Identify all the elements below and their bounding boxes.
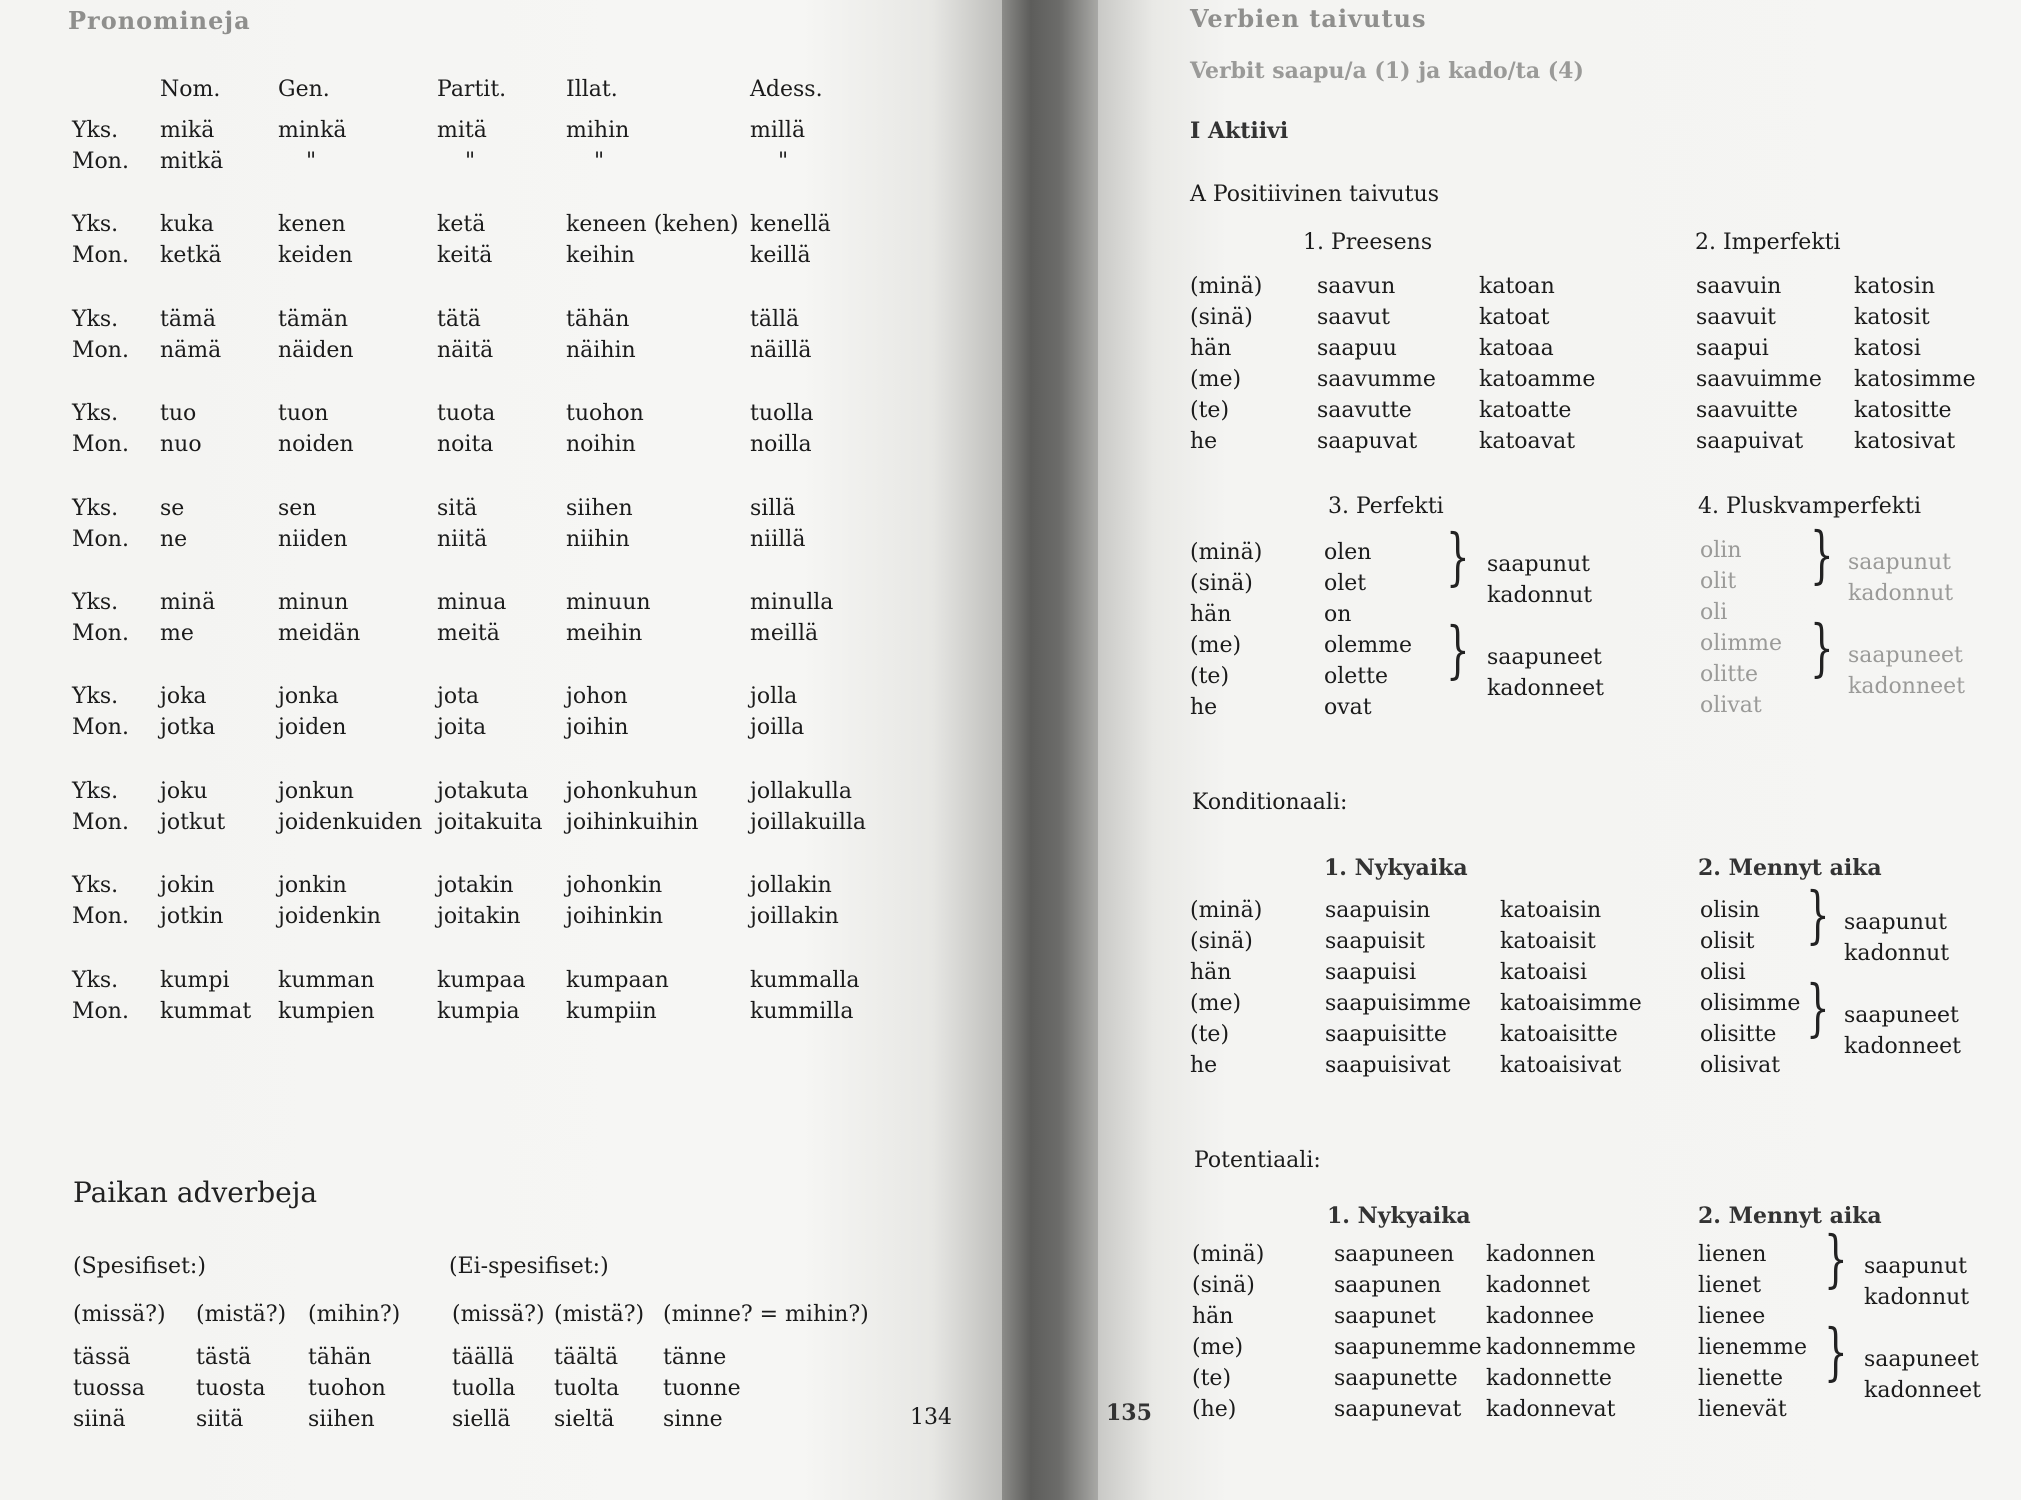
person-label: hän: [1192, 1304, 1234, 1329]
person-label: he: [1190, 1053, 1218, 1078]
table-cell: keihin: [566, 243, 635, 269]
table-cell: kummalla: [750, 967, 860, 993]
verb-form: saavuin: [1696, 274, 1782, 299]
table-cell: jota: [437, 684, 480, 710]
table-cell: joiden: [278, 715, 347, 741]
participle: saapuneet: [1864, 1347, 1979, 1372]
column-header: (mistä?): [196, 1302, 287, 1327]
participle: kadonnut: [1487, 583, 1593, 608]
auxiliary-verb: olisivat: [1700, 1053, 1781, 1078]
verb-form: katoat: [1479, 305, 1550, 330]
tense-title: 2. Mennyt aika: [1698, 1203, 1882, 1229]
subsection-label: (Spesifiset:): [73, 1254, 206, 1279]
row-label-yks: Yks.: [72, 590, 119, 615]
person-label: (minä): [1192, 1242, 1265, 1267]
person-label: (he): [1192, 1397, 1237, 1422]
table-cell: tuonne: [663, 1376, 741, 1401]
participle: saapunut: [1487, 552, 1590, 577]
page-number: 135: [1106, 1400, 1152, 1426]
row-label-mon: Mon.: [72, 337, 129, 363]
auxiliary-verb: olisitte: [1700, 1022, 1777, 1047]
table-cell: kumpaan: [566, 967, 669, 993]
table-cell: joihinkin: [566, 904, 664, 930]
right-page: [1098, 0, 2021, 1500]
verb-form: katoamme: [1479, 367, 1596, 392]
verb-form: katosi: [1854, 336, 1921, 361]
brace: }: [1806, 971, 1830, 1044]
table-cell: jollakulla: [750, 778, 852, 804]
verb-form: saapuisitte: [1325, 1022, 1447, 1047]
verb-form: kadonnen: [1486, 1242, 1596, 1267]
verb-form: saapunevat: [1334, 1397, 1462, 1422]
auxiliary-verb: oli: [1700, 600, 1728, 625]
table-cell: meitä: [437, 621, 500, 646]
row-label-mon: Mon.: [72, 432, 129, 458]
person-label: (sinä): [1190, 929, 1253, 954]
tense-title: 1. Nykyaika: [1327, 1203, 1471, 1229]
verb-form: saavuit: [1696, 305, 1776, 330]
verb-form: saapuisi: [1325, 960, 1417, 985]
page-subtitle: Verbit saapu/a (1) ja kado/ta (4): [1190, 58, 1584, 84]
person-label: he: [1190, 695, 1218, 720]
verb-form: katosit: [1854, 305, 1930, 330]
row-label-yks: Yks.: [72, 495, 119, 521]
tense-title: 1. Preesens: [1303, 230, 1433, 255]
table-cell: nämä: [160, 337, 222, 363]
table-cell: meillä: [750, 621, 819, 646]
brace: }: [1446, 520, 1470, 593]
auxiliary-verb: olivat: [1700, 693, 1762, 718]
participle: kadonneet: [1487, 676, 1604, 701]
table-cell: tällä: [750, 306, 800, 332]
section-title: Paikan adverbeja: [73, 1176, 318, 1209]
row-label-mon: Mon.: [72, 998, 129, 1024]
participle: kadonnut: [1848, 581, 1954, 606]
brace: }: [1824, 1315, 1848, 1388]
column-header: Partit.: [437, 77, 507, 102]
brace: }: [1824, 1222, 1848, 1295]
verb-form: katoaisitte: [1500, 1022, 1618, 1047]
tense-title: 2. Mennyt aika: [1698, 855, 1882, 881]
table-cell: nuo: [160, 432, 202, 458]
table-cell: noilla: [750, 432, 812, 458]
table-cell: jonka: [278, 684, 339, 710]
table-cell: ne: [160, 526, 188, 552]
table-cell: joihinkuihin: [566, 809, 699, 835]
table-cell: siellä: [452, 1407, 511, 1432]
table-cell: mikä: [160, 118, 215, 143]
table-cell: mitä: [437, 118, 487, 143]
auxiliary-verb: olitte: [1700, 662, 1759, 687]
person-label: (sinä): [1192, 1273, 1255, 1298]
person-label: (me): [1190, 991, 1242, 1016]
table-cell: tätä: [437, 306, 481, 332]
table-cell: niihin: [566, 526, 630, 552]
table-cell: ": [465, 149, 476, 174]
table-cell: jonkun: [278, 778, 354, 804]
participle: kadonneet: [1864, 1378, 1981, 1403]
participle: saapuneet: [1844, 1003, 1959, 1028]
auxiliary-verb: ovat: [1324, 695, 1372, 720]
table-cell: täällä: [452, 1345, 515, 1370]
column-header: (mistä?): [554, 1302, 645, 1327]
table-cell: minun: [278, 590, 349, 615]
table-cell: tuon: [278, 401, 329, 427]
column-header: (missä?): [452, 1302, 545, 1327]
person-label: hän: [1190, 336, 1232, 361]
table-cell: joidenkin: [278, 904, 381, 930]
table-cell: siihen: [308, 1407, 375, 1432]
verb-form: katoaisit: [1500, 929, 1596, 954]
participle: kadonneet: [1848, 674, 1965, 699]
table-cell: tuohon: [308, 1376, 386, 1401]
auxiliary-verb: olemme: [1324, 633, 1413, 658]
verb-form: saapunen: [1334, 1273, 1442, 1298]
verb-form: saavut: [1317, 305, 1390, 330]
verb-form: kadonnet: [1486, 1273, 1590, 1298]
verb-form: katositte: [1854, 398, 1952, 423]
verb-form: saapui: [1696, 336, 1769, 361]
participle: kadonnut: [1864, 1285, 1970, 1310]
table-cell: johonkuhun: [566, 778, 698, 804]
table-cell: jotka: [160, 715, 216, 741]
column-header: Nom.: [160, 77, 221, 102]
person-label: (me): [1192, 1335, 1244, 1360]
verb-form: saapuvat: [1317, 429, 1418, 454]
brace: }: [1446, 613, 1470, 686]
row-label-mon: Mon.: [72, 904, 129, 930]
verb-form: kadonnevat: [1486, 1397, 1616, 1422]
table-cell: tuolla: [750, 401, 814, 427]
verb-form: saavuimme: [1696, 367, 1822, 392]
table-cell: näihin: [566, 337, 636, 363]
page-title: Pronomineja: [68, 6, 251, 35]
person-label: (te): [1190, 1022, 1230, 1047]
table-cell: tänne: [663, 1345, 727, 1370]
row-label-yks: Yks.: [72, 778, 119, 804]
book-gutter: [1002, 0, 1098, 1500]
table-cell: sinne: [663, 1407, 723, 1432]
table-cell: joitakin: [437, 904, 521, 930]
table-cell: mihin: [566, 118, 630, 143]
table-cell: tähän: [308, 1345, 372, 1370]
table-cell: ": [306, 149, 317, 174]
left-page: [0, 0, 1002, 1500]
table-cell: minä: [160, 590, 216, 615]
table-cell: minua: [437, 590, 507, 615]
table-cell: joita: [437, 715, 487, 741]
table-cell: näiden: [278, 337, 354, 363]
column-header: Illat.: [566, 77, 618, 102]
table-cell: sen: [278, 495, 317, 521]
participle: saapuneet: [1848, 643, 1963, 668]
person-label: (te): [1190, 664, 1230, 689]
verb-form: katoaisivat: [1500, 1053, 1622, 1078]
person-label: (te): [1192, 1366, 1232, 1391]
table-cell: keiden: [278, 243, 353, 269]
verb-form: katoatte: [1479, 398, 1572, 423]
row-label-yks: Yks.: [72, 118, 119, 143]
auxiliary-verb: olisin: [1700, 898, 1760, 923]
table-cell: joku: [160, 778, 208, 804]
section-label: Potentiaali:: [1194, 1148, 1321, 1173]
table-cell: jotkut: [160, 809, 226, 835]
verb-form: saapuisimme: [1325, 991, 1471, 1016]
table-cell: kumpi: [160, 967, 230, 993]
person-label: hän: [1190, 960, 1232, 985]
auxiliary-verb: lienee: [1698, 1304, 1766, 1329]
table-cell: keillä: [750, 243, 811, 269]
table-cell: minkä: [278, 118, 347, 143]
verb-form: katoaa: [1479, 336, 1554, 361]
table-cell: jolla: [750, 684, 798, 710]
participle: saapunut: [1848, 550, 1951, 575]
table-cell: minuun: [566, 590, 651, 615]
table-cell: jokin: [160, 873, 215, 899]
auxiliary-verb: lienette: [1698, 1366, 1783, 1391]
auxiliary-verb: lienevät: [1698, 1397, 1787, 1422]
table-cell: kummilla: [750, 998, 854, 1024]
verb-form: saapuivat: [1696, 429, 1804, 454]
auxiliary-verb: lienet: [1698, 1273, 1762, 1298]
auxiliary-verb: olette: [1324, 664, 1389, 689]
auxiliary-verb: olin: [1700, 538, 1742, 563]
verb-form: kadonnette: [1486, 1366, 1612, 1391]
table-cell: millä: [750, 118, 806, 143]
page-number: 134: [910, 1405, 952, 1430]
auxiliary-verb: olisit: [1700, 929, 1755, 954]
table-cell: johon: [566, 684, 628, 710]
brace: }: [1810, 518, 1834, 591]
verb-form: saavun: [1317, 274, 1396, 299]
table-cell: kumpiin: [566, 998, 657, 1024]
table-cell: me: [160, 621, 194, 646]
table-cell: jotkin: [160, 904, 224, 930]
brace: }: [1806, 878, 1830, 951]
verb-form: saapunemme: [1334, 1335, 1482, 1360]
verb-form: saapuisivat: [1325, 1053, 1451, 1078]
row-label-mon: Mon.: [72, 809, 129, 835]
verb-form: katosivat: [1854, 429, 1956, 454]
tense-title: 4. Pluskvamperfekti: [1698, 494, 1922, 519]
verb-form: kadonnee: [1486, 1304, 1595, 1329]
row-label-yks: Yks.: [72, 306, 119, 332]
table-cell: joilla: [750, 715, 805, 741]
table-cell: niillä: [750, 526, 806, 552]
table-cell: niitä: [437, 526, 488, 552]
person-label: (minä): [1190, 540, 1263, 565]
verb-form: saapuneen: [1334, 1242, 1455, 1267]
auxiliary-verb: olet: [1324, 571, 1367, 596]
person-label: (minä): [1190, 274, 1263, 299]
table-cell: tuossa: [73, 1376, 145, 1401]
participle: saapuneet: [1487, 645, 1602, 670]
table-cell: tuo: [160, 401, 197, 427]
person-label: (me): [1190, 633, 1242, 658]
table-cell: tästä: [196, 1345, 252, 1370]
row-label-yks: Yks.: [72, 684, 119, 710]
auxiliary-verb: olen: [1324, 540, 1372, 565]
row-label-mon: Mon.: [72, 621, 129, 646]
table-cell: näitä: [437, 337, 494, 363]
table-cell: täältä: [554, 1345, 619, 1370]
table-cell: noiden: [278, 432, 354, 458]
table-cell: mitkä: [160, 149, 224, 174]
table-cell: tuota: [437, 401, 496, 427]
table-cell: jollakin: [750, 873, 832, 899]
table-cell: ": [778, 149, 789, 174]
row-label-yks: Yks.: [72, 212, 119, 238]
auxiliary-verb: lienen: [1698, 1242, 1767, 1267]
participle: saapunut: [1864, 1254, 1967, 1279]
table-cell: kummat: [160, 998, 252, 1024]
verb-form: katoaisi: [1500, 960, 1588, 985]
table-cell: näillä: [750, 337, 812, 363]
table-cell: tuolla: [452, 1376, 516, 1401]
table-cell: ": [594, 149, 605, 174]
table-cell: minulla: [750, 590, 834, 615]
table-cell: joillakuilla: [750, 809, 867, 835]
tense-title: 2. Imperfekti: [1695, 230, 1841, 255]
row-label-yks: Yks.: [72, 967, 119, 993]
table-cell: sieltä: [554, 1407, 615, 1432]
participle: saapunut: [1844, 910, 1947, 935]
participle: kadonnut: [1844, 941, 1950, 966]
table-cell: meidän: [278, 621, 361, 646]
person-label: hän: [1190, 602, 1232, 627]
person-label: (sinä): [1190, 571, 1253, 596]
auxiliary-verb: lienemme: [1698, 1335, 1808, 1360]
verb-form: saavuitte: [1696, 398, 1798, 423]
column-header: (mihin?): [308, 1302, 401, 1327]
person-label: (sinä): [1190, 305, 1253, 330]
verb-form: saapunet: [1334, 1304, 1436, 1329]
table-cell: noihin: [566, 432, 636, 458]
table-cell: jotakuta: [437, 778, 529, 804]
row-label-mon: Mon.: [72, 526, 129, 552]
table-cell: ketkä: [160, 243, 222, 269]
verb-form: saapuisit: [1325, 929, 1425, 954]
table-cell: jonkin: [278, 873, 347, 899]
verb-form: katoavat: [1479, 429, 1576, 454]
verb-form: katosimme: [1854, 367, 1976, 392]
column-header: (minne? = mihin?): [663, 1302, 869, 1327]
verb-form: kadonnemme: [1486, 1335, 1636, 1360]
section-label: Konditionaali:: [1192, 790, 1348, 815]
person-label: (minä): [1190, 898, 1263, 923]
table-cell: tuosta: [196, 1376, 266, 1401]
verb-form: saapuu: [1317, 336, 1397, 361]
table-cell: tähän: [566, 306, 630, 332]
auxiliary-verb: olisi: [1700, 960, 1746, 985]
auxiliary-verb: olit: [1700, 569, 1737, 594]
table-cell: niiden: [278, 526, 348, 552]
table-cell: tuohon: [566, 401, 644, 427]
person-label: he: [1190, 429, 1218, 454]
row-label-yks: Yks.: [72, 873, 119, 899]
table-cell: siitä: [196, 1407, 244, 1432]
verb-form: katosin: [1854, 274, 1936, 299]
verb-form: saavutte: [1317, 398, 1412, 423]
table-cell: joidenkuiden: [278, 809, 423, 835]
subsection-heading: A Positiivinen taivutus: [1190, 182, 1439, 207]
table-cell: joitakuita: [437, 809, 543, 835]
table-cell: tämä: [160, 306, 216, 332]
table-cell: kumman: [278, 967, 375, 993]
tense-title: 3. Perfekti: [1328, 494, 1444, 519]
section-heading: I Aktiivi: [1190, 118, 1289, 144]
page-title: Verbien taivutus: [1190, 4, 1427, 33]
table-cell: tämän: [278, 306, 349, 332]
table-cell: kenen: [278, 212, 346, 238]
table-cell: se: [160, 495, 185, 521]
verb-form: saapunette: [1334, 1366, 1458, 1391]
table-cell: ketä: [437, 212, 486, 238]
tense-title: 1. Nykyaika: [1324, 855, 1468, 881]
table-cell: sillä: [750, 495, 796, 521]
row-label-yks: Yks.: [72, 401, 119, 427]
row-label-mon: Mon.: [72, 243, 129, 269]
auxiliary-verb: olimme: [1700, 631, 1783, 656]
table-cell: sitä: [437, 495, 478, 521]
table-cell: joillakin: [750, 904, 839, 930]
table-cell: kumpaa: [437, 967, 526, 993]
table-cell: siihen: [566, 495, 633, 521]
auxiliary-verb: on: [1324, 602, 1352, 627]
table-cell: keitä: [437, 243, 493, 269]
table-cell: joka: [160, 684, 207, 710]
table-cell: tuolta: [554, 1376, 620, 1401]
column-header: Gen.: [278, 77, 330, 102]
participle: kadonneet: [1844, 1034, 1961, 1059]
table-cell: kumpia: [437, 998, 520, 1024]
person-label: (te): [1190, 398, 1230, 423]
verb-form: katoaisimme: [1500, 991, 1642, 1016]
table-cell: noita: [437, 432, 494, 458]
table-cell: keneen (kehen): [566, 212, 739, 238]
row-label-mon: Mon.: [72, 715, 129, 741]
column-header: (missä?): [73, 1302, 166, 1327]
person-label: (me): [1190, 367, 1242, 392]
verb-form: katoan: [1479, 274, 1555, 299]
table-cell: meihin: [566, 621, 643, 646]
table-cell: kumpien: [278, 998, 375, 1024]
table-cell: joihin: [566, 715, 629, 741]
verb-form: saavumme: [1317, 367, 1436, 392]
column-header: Adess.: [750, 77, 823, 102]
brace: }: [1810, 611, 1834, 684]
auxiliary-verb: olisimme: [1700, 991, 1801, 1016]
subsection-label: (Ei-spesifiset:): [449, 1254, 609, 1279]
table-cell: jotakin: [437, 873, 514, 899]
verb-form: saapuisin: [1325, 898, 1431, 923]
verb-form: katoaisin: [1500, 898, 1602, 923]
table-cell: siinä: [73, 1407, 126, 1432]
table-cell: kenellä: [750, 212, 831, 238]
table-cell: tässä: [73, 1345, 131, 1370]
row-label-mon: Mon.: [72, 149, 129, 174]
table-cell: johonkin: [566, 873, 663, 899]
table-cell: kuka: [160, 212, 214, 238]
